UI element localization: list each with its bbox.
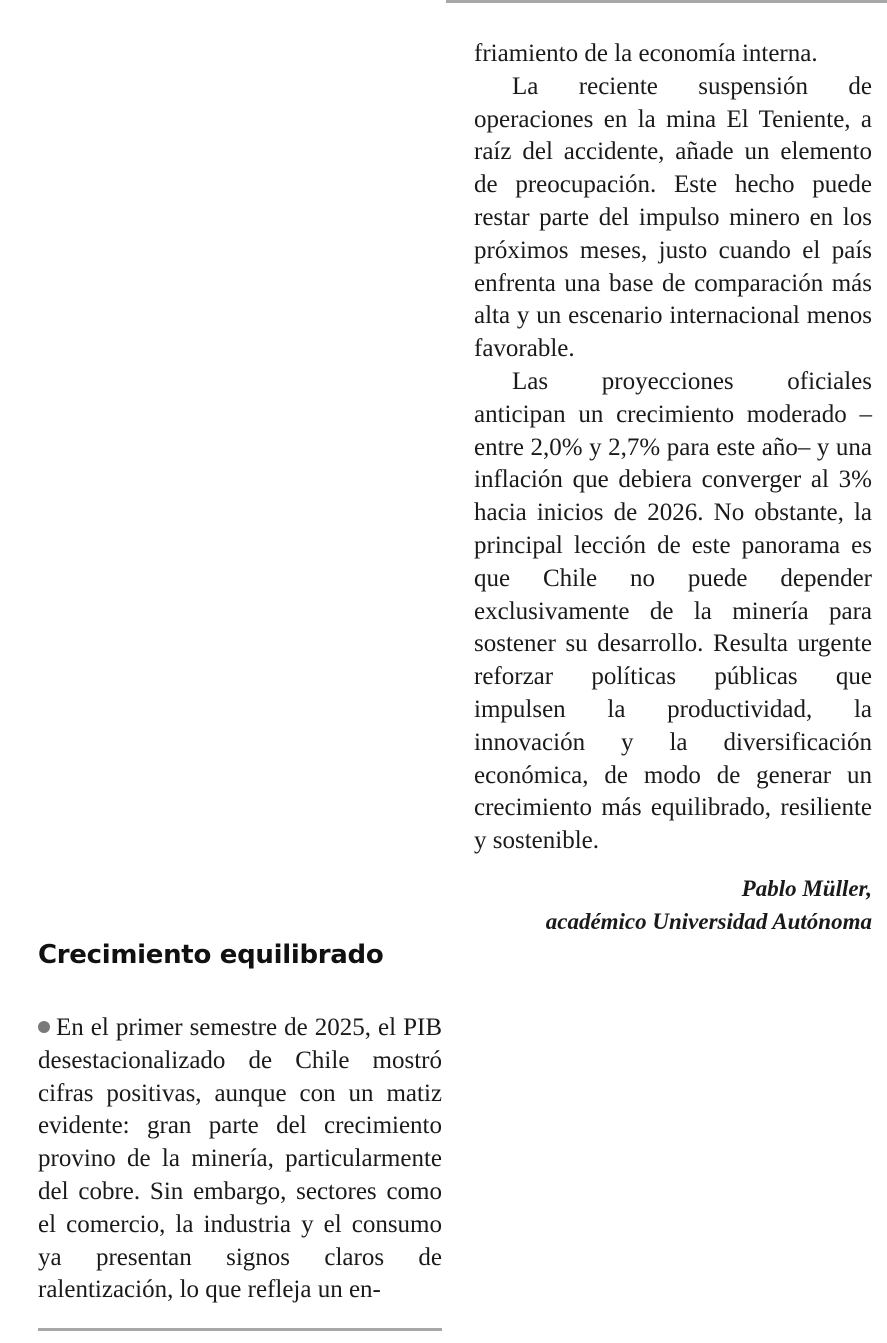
el-teniente-paragraph: La reciente suspensión de operaciones en la mina El Teniente, a raíz del accidente, añade un elemento de preocupación. Este hecho puede restar parte del impulso minero en los próximos meses, justo cuando el país enfrenta una base de comparación más alta y un escenario internacional menos favorable. bbox=[474, 72, 872, 363]
intro-paragraph bbox=[38, 1012, 442, 1307]
continued-paragraph: friamiento de la economía interna. bbox=[474, 40, 818, 67]
left-article-column bbox=[38, 1012, 442, 1307]
projections-paragraph: Las proyecciones oficiales anticipan un crecimiento moderado –entre 2,0% y 2,7% para este año– y una inflación que debiera converger al 3% hacia inicios de 2026. No obstante, la principal lección de este panorama es que Chile no puede depender exclusivamente de la minería para sostener su desarrollo. Resulta urgente reforzar políticas públicas que impulsen la productividad, la innovación y la diversificación económica, de modo de generar un crecimiento más equilibrado, resiliente y sostenible. bbox=[474, 367, 872, 855]
right-article-column bbox=[474, 38, 872, 858]
intro-paragraph-text: En el primer semestre de 2025, el PIB desestacionalizado de Chile mostró cifras positivas, aunque con un matiz evidente: gran parte del crecimiento provino de la minería, particularmente del cobre. Sin embargo, sectores como el comercio, la industria y el consumo ya presentan signos claros de ralentización, lo que refleja un en- bbox=[38, 1014, 442, 1304]
bottom-divider-rule bbox=[38, 1328, 442, 1331]
bullet-icon bbox=[38, 1021, 50, 1033]
author-affiliation: académico Universidad Autónoma bbox=[545, 909, 872, 934]
author-name: Pablo Müller, bbox=[741, 876, 872, 901]
letter-headline: Crecimiento equilibrado bbox=[38, 940, 384, 970]
top-divider-rule bbox=[446, 0, 887, 3]
